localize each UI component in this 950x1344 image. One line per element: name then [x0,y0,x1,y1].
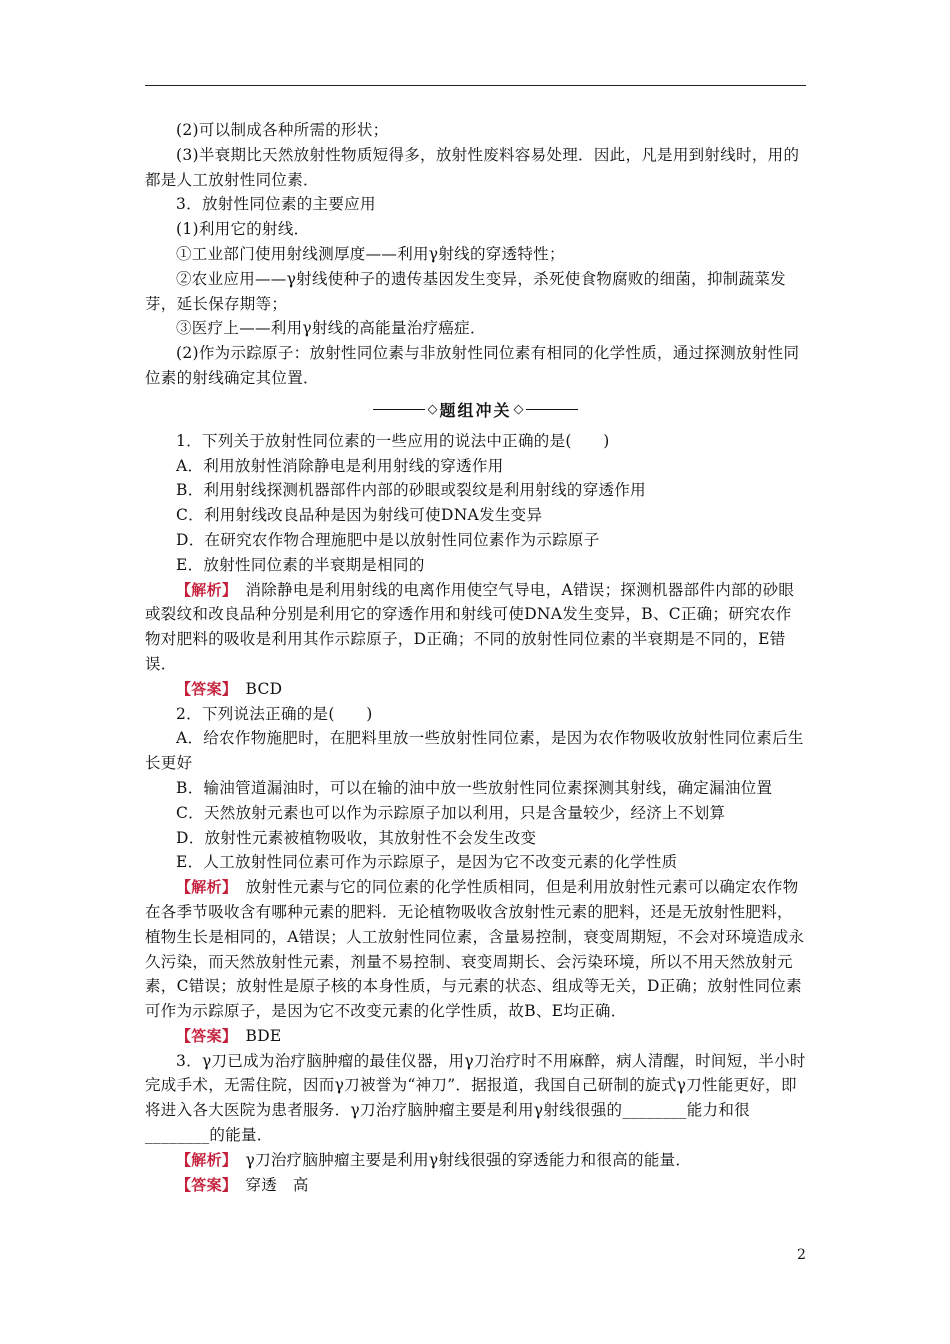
analysis-text: 消除静电是利用射线的电离作用使空气导电，A错误；探测机器部件内部的砂眼或裂纹和改良品种分别是利用它的穿透作用和射线可使DNA发生变异，B、C正确；研究农作物对肥料的吸收是利用其作示踪原子，D正确；不同的放射性同位素的半衰期是不同的，E错误． [145,580,795,673]
answer-tag: 【答案】 [176,679,230,698]
question-option: B．利用射线探测机器部件内部的砂眼或裂纹是利用射线的穿透作用 [176,481,646,500]
answer-tag: 【答案】 [176,1175,230,1194]
analysis-tag: 【解析】 [176,878,230,897]
analysis-text: 放射性元素与它的同位素的化学性质相同，但是利用放射性元素可以确定农作物在各季节吸收含有哪种元素的肥料．无论植物吸收含放射性元素的肥料，还是无放射性肥料，植物生长是相同的，A错误；人工放射性同位素，含量易控制，衰变周期短，不会对环境造成永久污染，而天然放射性元素，剂量不易控制、衰变周期长、会污染环境，所以不用天然放射元素，C错误；放射性是原子核的本身性质，与元素的状态、组成等无关，D正确；放射性同位素可作为示踪原子，是因为它不改变元素的化学性质，故B、E均正确． [145,878,805,1021]
diamond-icon: ◇ [427,402,438,418]
question-option: E．放射性同位素的半衰期是相同的 [176,555,425,574]
question-option: A．给农作物施肥时，在肥料里放一些放射性同位素，是因为农作物吸收放射性同位素后生长更好 [145,729,804,773]
section-title: 题组冲关 [439,401,512,421]
header-rule [145,85,806,86]
question-stem: 2．下列说法正确的是( ) [176,704,373,723]
analysis-tag: 【解析】 [176,1150,230,1169]
question-option: A．利用放射性消除静电是利用射线的穿透作用 [176,456,504,475]
page-body [145,118,806,1197]
analysis [145,875,806,1024]
analysis [145,1148,806,1173]
question-option: B．输油管道漏油时，可以在输的油中放一些放射性同位素探测其射线，确定漏油位置 [176,778,773,797]
answer-text: 穿透 高 [229,1175,309,1194]
paragraph: (2)可以制成各种所需的形状； [176,121,389,139]
analysis [145,578,806,677]
divider-line-left [373,409,425,410]
answer [145,1024,806,1049]
paragraph: (3)半衰期比天然放射性物质短得多，放射性废料容易处理．因此，凡是用到射线时，用的都是人工放射性同位素． [145,145,800,189]
question-option: C．利用射线改良品种是因为射线可使DNA发生变异 [176,506,543,525]
paragraph: ①工业部门使用射线测厚度——利用γ射线的穿透特性； [176,244,565,263]
answer-text: BCD [229,679,283,698]
paragraph: 3．放射性同位素的主要应用 [176,195,376,214]
answer [145,677,806,702]
question-option: D．在研究农作物合理施肥中是以放射性同位素作为示踪原子 [176,530,600,549]
answer [145,1173,806,1198]
paragraph: (2)作为示踪原子：放射性同位素与非放射性同位素有相同的化学性质，通过探测放射性同位素的射线确定其位置． [145,344,800,387]
question-stem: 1．下列关于放射性同位素的一些应用的说法中正确的是( ) [176,431,610,450]
diamond-icon: ◇ [513,402,524,418]
analysis-text: γ刀治疗脑肿瘤主要是利用γ射线很强的穿透能力和很高的能量． [229,1150,692,1169]
question-option: E．人工放射性同位素可作为示踪原子，是因为它不改变元素的化学性质 [176,853,678,872]
divider-line-right [526,409,578,410]
paragraph: ③医疗上——利用γ射线的高能量治疗癌症． [176,319,486,338]
answer-text: BDE [229,1026,282,1045]
paragraph: ②农业应用——γ射线使种子的遗传基因发生变异，杀死使食物腐败的细菌，抑制蔬菜发芽，延长保存期等； [145,269,786,313]
question-option: C．天然放射元素也可以作为示踪原子加以利用，只是含量较少，经济上不划算 [176,803,726,822]
paragraph: (1)利用它的射线． [176,220,310,239]
section-divider [145,393,806,427]
answer-tag: 【答案】 [176,1026,230,1045]
page-number: 2 [797,1247,806,1263]
question-option: D．放射性元素被植物吸收，其放射性不会发生改变 [176,828,537,847]
analysis-tag: 【解析】 [176,580,230,599]
question-stem: 3．γ刀已成为治疗脑肿瘤的最佳仪器，用γ刀治疗时不用麻醉，病人清醒，时间短，半小时完成手术，无需住院，因而γ刀被誉为“神刀”．据报道，我国自己研制的旋式γ刀性能更好，即将进入各大医院为患者服务．γ刀治疗脑肿瘤主要是利用γ射线很强的________能力和很________的能量． [145,1051,806,1145]
